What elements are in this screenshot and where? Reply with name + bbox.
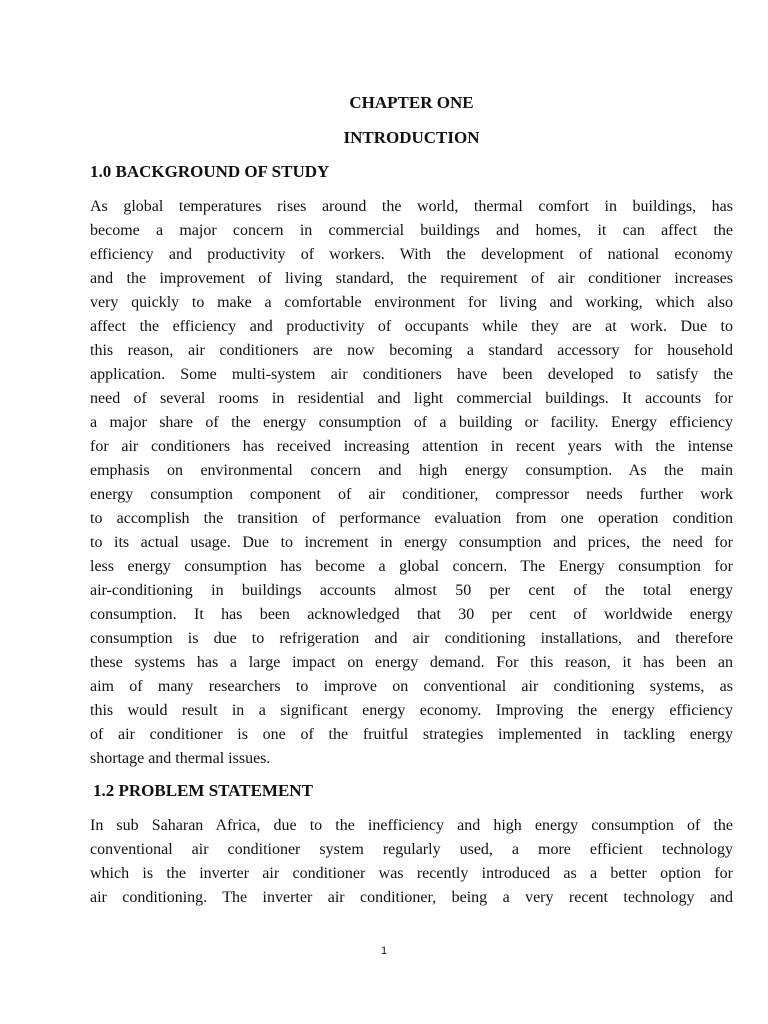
text-line: a major share of the energy consumption of a building or facility. Energy efficiency [90, 414, 733, 431]
text-line: emphasis on environmental concern and high energy consumption. As the main [90, 462, 733, 479]
text-line: aim of many researchers to improve on conventional air conditioning systems, as [90, 678, 733, 695]
text-line: become a major concern in commercial buildings and homes, it can affect the [90, 222, 733, 239]
text-line: air-conditioning in buildings accounts almost 50 per cent of the total energy [90, 582, 733, 599]
chapter-heading: CHAPTER ONE [349, 93, 474, 112]
text-line: these systems has a large impact on energy demand. For this reason, it has been an [90, 654, 733, 671]
text-line: and the improvement of living standard, the requirement of air conditioner increases [90, 270, 733, 287]
text-line: to its actual usage. Due to increment in energy consumption and prices, the need for [90, 534, 733, 551]
text-line: of air conditioner is one of the fruitful strategies implemented in tackling energy [90, 726, 733, 743]
problem-statement-paragraph [90, 814, 733, 910]
text-line: this reason, air conditioners are now becoming a standard accessory for household [90, 342, 733, 359]
text-line: In sub Saharan Africa, due to the inefficiency and high energy consumption of the [90, 817, 733, 834]
text-line: consumption is due to refrigeration and air conditioning installations, and therefore [90, 630, 733, 647]
text-line: efficiency and productivity of workers. With the development of national economy [90, 246, 733, 263]
text-line: to accomplish the transition of performance evaluation from one operation condition [90, 510, 733, 527]
text-line: energy consumption component of air conditioner, compressor needs further work [90, 486, 733, 503]
text-line: very quickly to make a comfortable environment for living and working, which also [90, 294, 733, 311]
text-line: conventional air conditioner system regularly used, a more efficient technology [90, 841, 733, 858]
text-line: affect the efficiency and productivity of occupants while they are at work. Due to [90, 318, 733, 335]
text-line: shortage and thermal issues. [90, 750, 271, 767]
text-line: application. Some multi-system air conditioners have been developed to satisfy the [90, 366, 733, 383]
text-line: this would result in a significant energy economy. Improving the energy efficiency [90, 702, 733, 719]
text-line: need of several rooms in residential and light commercial buildings. It accounts for [90, 390, 733, 407]
text-line: As global temperatures rises around the world, thermal comfort in buildings, has [90, 198, 733, 215]
text-line: consumption. It has been acknowledged that 30 per cent of worldwide energy [90, 606, 733, 623]
section-heading-background: 1.0 BACKGROUND OF STUDY [90, 162, 330, 181]
chapter-title: INTRODUCTION [343, 128, 480, 147]
text-line: air conditioning. The inverter air conditioner, being a very recent technology and [90, 889, 733, 906]
section-heading-problem-statement: 1.2 PROBLEM STATEMENT [93, 781, 313, 800]
text-line: which is the inverter air conditioner was recently introduced as a better option for [90, 865, 733, 882]
text-line: less energy consumption has become a global concern. The Energy consumption for [90, 558, 733, 575]
page-number: 1 [380, 945, 388, 957]
text-line: for air conditioners has received increasing attention in recent years with the intense [90, 438, 733, 455]
background-paragraph [90, 195, 733, 771]
